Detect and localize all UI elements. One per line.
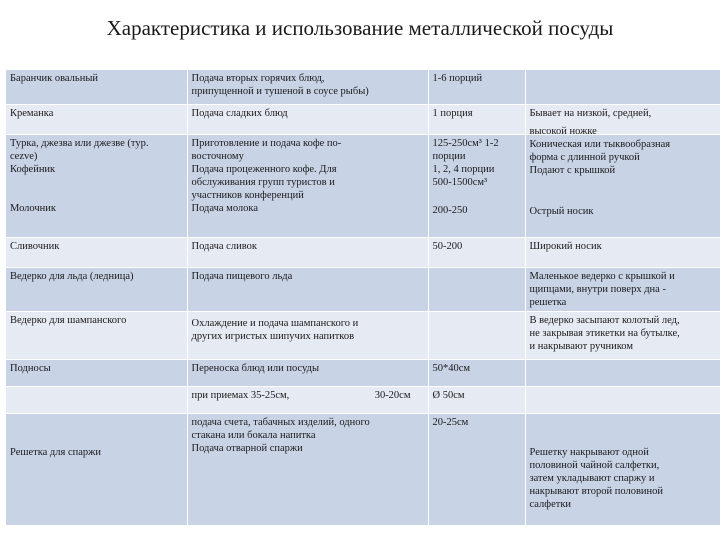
size-cell xyxy=(428,267,525,311)
table-row xyxy=(6,359,720,386)
table-row xyxy=(6,413,720,525)
note-cell: высокой ножке Коническая или тыквообразная форма с длинной ручкой Подают с крышкой Острый носик xyxy=(525,134,720,237)
item-name-cell: Решетка для спаржи xyxy=(6,413,187,525)
usage-cell: Подача пищевого льда xyxy=(187,267,428,311)
table-row xyxy=(6,386,720,413)
table-row xyxy=(6,134,720,237)
table-row xyxy=(6,311,720,359)
note-cell xyxy=(525,359,720,386)
note-cell: Маленькое ведерко с крышкой и щипцами, внутри поверх дна - решетка xyxy=(525,267,720,311)
usage-cell: Подача сладких блюд xyxy=(187,104,428,134)
table-row xyxy=(6,70,720,104)
usage-cell: Подача сливок xyxy=(187,237,428,267)
size-cell xyxy=(428,311,525,359)
usage-cell: Охлаждение и подача шампанского и других игристых шипучих напитков xyxy=(187,311,428,359)
size-cell: 20-25см xyxy=(428,413,525,525)
size-cell: Ø 50см xyxy=(428,386,525,413)
item-name-cell: Ведерко для шампанского xyxy=(6,311,187,359)
note-cell: Широкий носик xyxy=(525,237,720,267)
item-name-cell xyxy=(6,386,187,413)
item-name-cell: Ведерко для льда (ледница) xyxy=(6,267,187,311)
usage-cell: при приемах 35-25см, 30-20см xyxy=(187,386,428,413)
note-cell xyxy=(525,386,720,413)
utensils-table xyxy=(6,70,720,526)
table-row xyxy=(6,267,720,311)
item-name-cell: Турка, джезва или джезве (тур. cezve) Кофейник Молочник xyxy=(6,134,187,237)
note-cell xyxy=(525,70,720,104)
usage-cell: Переноска блюд или посуды xyxy=(187,359,428,386)
note-cell: В ведерко засыпают колотый лед, не закрывая этикетки на бутылке, и накрывают ручником xyxy=(525,311,720,359)
size-cell: 1 порция xyxy=(428,104,525,134)
usage-cell: подача счета, табачных изделий, одного стакана или бокала напитка Подача отварной спаржи xyxy=(187,413,428,525)
table-row xyxy=(6,237,720,267)
item-name-cell: Баранчик овальный xyxy=(6,70,187,104)
note-cell: Решетку накрывают одной половиной чайной салфетки, затем укладывают спаржу и накрывают второй половиной салфетки xyxy=(525,413,720,525)
size-cell: 50*40см xyxy=(428,359,525,386)
item-name-cell: Сливочник xyxy=(6,237,187,267)
slide-title: Характеристика и использование металлической посуды xyxy=(106,16,614,40)
usage-cell: Подача вторых горячих блюд, припущенной и тушеной в соусе рыбы) xyxy=(187,70,428,104)
item-name-cell: Креманка xyxy=(6,104,187,134)
item-name-cell: Подносы xyxy=(6,359,187,386)
size-cell: 1-6 порций xyxy=(428,70,525,104)
usage-cell: Приготовление и подача кофе по- восточному Подача процеженного кофе. Для обслуживания групп туристов и участников конференций Подача молока xyxy=(187,134,428,237)
size-cell: 125-250см³ 1-2 порции 1, 2, 4 порции 500-1500см³ 200-250 xyxy=(428,134,525,237)
note-cell: Бывает на низкой, средней, xyxy=(525,104,720,134)
size-cell: 50-200 xyxy=(428,237,525,267)
